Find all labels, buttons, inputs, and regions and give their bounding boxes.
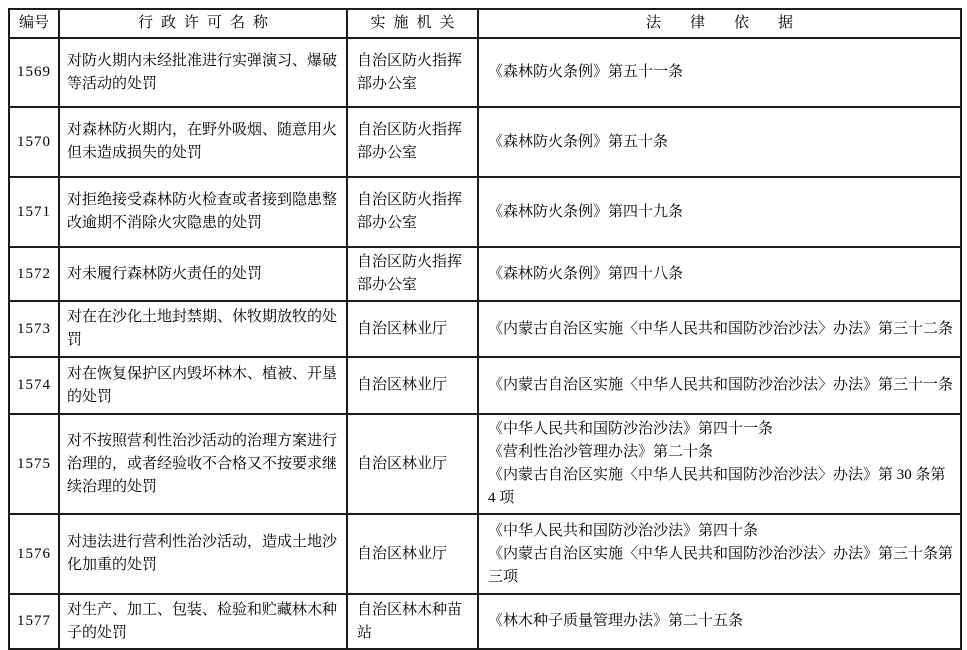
legal-line: 《中华人民共和国防沙治沙法》第四十条 xyxy=(488,522,759,539)
row-id: 1572 xyxy=(9,247,59,301)
legal-line: 《内蒙古自治区实施〈中华人民共和国防沙治沙法〉办法》第三十二条 xyxy=(488,320,954,337)
header-permit-name: 行政许可名称 xyxy=(59,9,347,38)
table-row xyxy=(9,414,961,514)
agency: 自治区防火指挥部办公室 xyxy=(347,38,478,107)
permit-name: 对生产、加工、包装、检验和贮藏林木种子的处罚 xyxy=(59,594,347,649)
administrative-penalty-table xyxy=(8,8,962,650)
legal-line: 《森林防火条例》第五十条 xyxy=(488,133,669,150)
permit-name: 对防火期内未经批准进行实弹演习、爆破等活动的处罚 xyxy=(59,38,347,107)
row-id: 1573 xyxy=(9,301,59,357)
agency: 自治区林业厅 xyxy=(347,357,478,414)
permit-name: 对在在沙化土地封禁期、休牧期放牧的处罚 xyxy=(59,301,347,357)
legal-basis xyxy=(478,247,961,301)
row-id: 1574 xyxy=(9,357,59,414)
row-id: 1571 xyxy=(9,177,59,247)
permit-name: 对未履行森林防火责任的处罚 xyxy=(59,247,347,301)
row-id: 1576 xyxy=(9,514,59,594)
agency: 自治区防火指挥部办公室 xyxy=(347,177,478,247)
legal-line: 《林木种子质量管理办法》第二十五条 xyxy=(488,613,744,629)
header-row xyxy=(9,9,961,38)
table-row xyxy=(9,301,961,357)
legal-basis xyxy=(478,38,961,107)
row-id: 1570 xyxy=(9,107,59,177)
legal-basis xyxy=(478,107,961,177)
legal-line: 《中华人民共和国防沙治沙法》第四十一条 xyxy=(488,421,774,437)
table-row xyxy=(9,357,961,414)
legal-basis xyxy=(478,514,961,594)
table-row xyxy=(9,38,961,107)
legal-basis xyxy=(478,414,961,514)
header-agency: 实施机关 xyxy=(347,9,478,38)
table-row xyxy=(9,247,961,301)
agency: 自治区林业厅 xyxy=(347,301,478,357)
header-id: 编号 xyxy=(9,9,59,38)
legal-line: 《内蒙古自治区实施〈中华人民共和国防沙治沙法〉办法》第 30 条第 4 项 xyxy=(488,467,946,506)
table-row xyxy=(9,107,961,177)
permit-name: 对违法进行营利性治沙活动，造成土地沙化加重的处罚 xyxy=(59,514,347,594)
row-id: 1569 xyxy=(9,38,59,107)
row-id: 1575 xyxy=(9,414,59,514)
legal-line: 《内蒙古自治区实施〈中华人民共和国防沙治沙法〉办法》第三十一条 xyxy=(488,377,954,393)
table-row xyxy=(9,594,961,649)
legal-line: 《森林防火条例》第五十一条 xyxy=(488,64,684,80)
legal-basis xyxy=(478,594,961,649)
agency: 自治区林业厅 xyxy=(347,414,478,514)
legal-basis xyxy=(478,177,961,247)
legal-line: 《森林防火条例》第四十九条 xyxy=(488,203,684,220)
agency: 自治区林业厅 xyxy=(347,514,478,594)
legal-basis xyxy=(478,357,961,414)
permit-name: 对不按照营利性治沙活动的治理方案进行治理的，或者经验收不合格又不按要求继续治理的处罚 xyxy=(59,414,347,514)
agency: 自治区防火指挥部办公室 xyxy=(347,107,478,177)
permit-name: 对拒绝接受森林防火检查或者接到隐患整改逾期不消除火灾隐患的处罚 xyxy=(59,177,347,247)
legal-line: 《内蒙古自治区实施〈中华人民共和国防沙治沙法〉办法》第三十条第三项 xyxy=(488,545,954,585)
legal-basis xyxy=(478,301,961,357)
agency: 自治区林木种苗站 xyxy=(347,594,478,649)
legal-line: 《营利性治沙管理办法》第二十条 xyxy=(488,444,714,460)
permit-name: 对森林防火期内，在野外吸烟、随意用火但未造成损失的处罚 xyxy=(59,107,347,177)
row-id: 1577 xyxy=(9,594,59,649)
header-legal-basis: 法律依据 xyxy=(478,9,961,38)
legal-line: 《森林防火条例》第四十八条 xyxy=(488,265,684,282)
agency: 自治区防火指挥部办公室 xyxy=(347,247,478,301)
permit-name: 对在恢复保护区内毁坏林木、植被、开垦的处罚 xyxy=(59,357,347,414)
table-row xyxy=(9,177,961,247)
table-row xyxy=(9,514,961,594)
